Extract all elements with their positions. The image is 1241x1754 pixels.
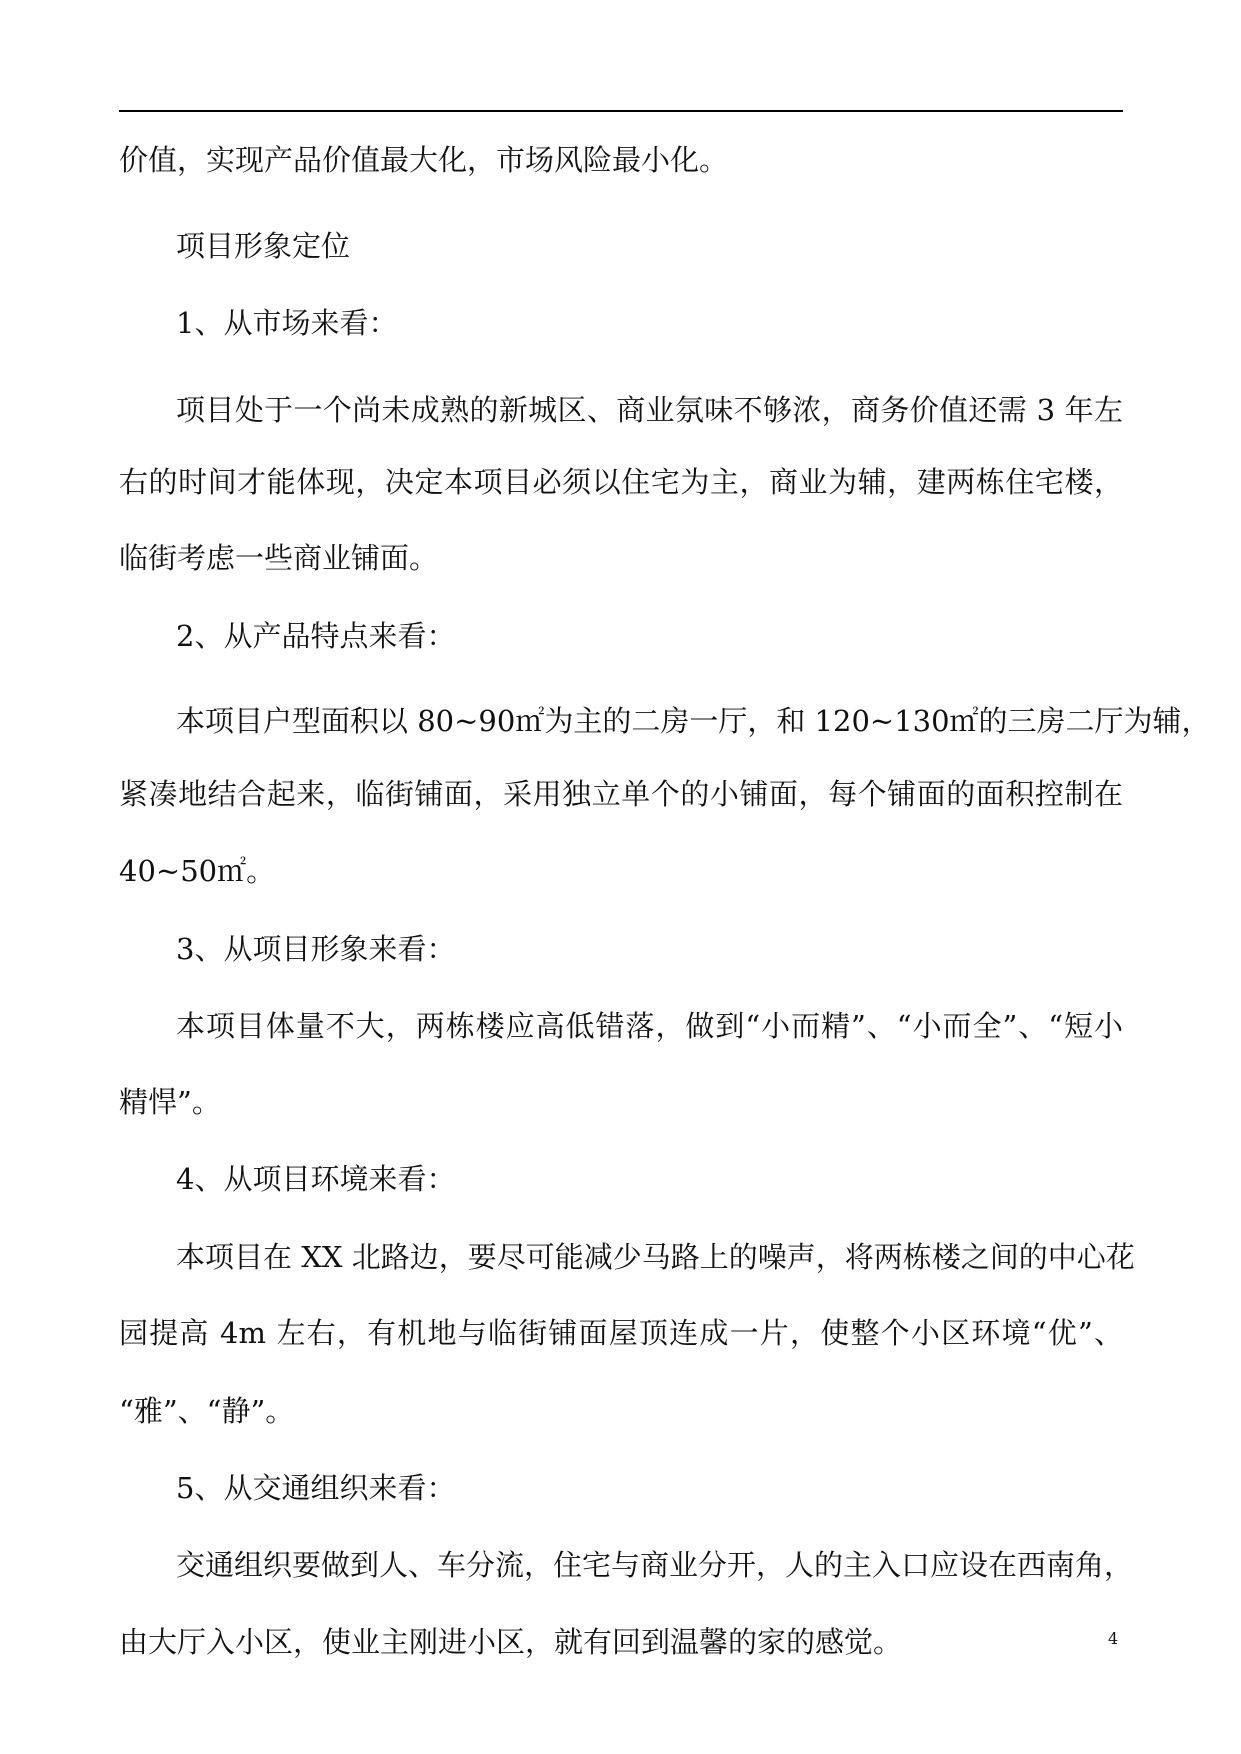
text-line: 临街考虑一些商业铺面。 (119, 541, 439, 575)
text-line: 价值，实现产品价值最大化，市场风险最小化。 (119, 143, 729, 177)
text-line: 40~50㎡。 (119, 854, 276, 888)
text-line: 精悍”。 (119, 1085, 221, 1119)
header-rule (119, 110, 1123, 112)
text-line: 紧凑地结合起来，临街铺面，采用独立单个的小铺面，每个铺面的面积控制在 (119, 777, 1123, 811)
text-line: 交通组织要做到人、车分流，住宅与商业分开，人的主入口应设在西南角， (176, 1548, 1134, 1582)
text-line: 由大厅入小区，使业主刚进小区，就有回到温馨的家的感觉。 (119, 1625, 903, 1659)
text-line: 园提高 4m 左右，有机地与临街铺面屋顶连成一片，使整个小区环境“优”、 (119, 1316, 1123, 1350)
subheading: 3、从项目形象来看： (176, 932, 456, 966)
text-line: 右的时间才能体现，决定本项目必须以住宅为主，商业为辅，建两栋住宅楼， (119, 465, 1123, 499)
subheading: 5、从交通组织来看： (176, 1471, 456, 1505)
page-number: 4 (1108, 1629, 1119, 1648)
section-heading: 项目形象定位 (176, 229, 351, 263)
subheading: 4、从项目环境来看： (176, 1162, 456, 1196)
text-line: 项目处于一个尚未成熟的新城区、商业氛味不够浓，商务价值还需 3 年左 (176, 393, 1123, 427)
text-line: 本项目在 XX 北路边，要尽可能减少马路上的噪声，将两栋楼之间的中心花 (176, 1240, 1135, 1274)
subheading: 2、从产品特点来看： (176, 619, 456, 653)
text-line: 本项目体量不大，两栋楼应高低错落，做到“小而精”、“小而全”、“短小 (176, 1009, 1123, 1043)
subheading: 1、从市场来看： (176, 306, 398, 340)
text-line: “雅”、“静”。 (119, 1394, 295, 1428)
text-line: 本项目户型面积以 80~90㎡为主的二房一厅，和 120~130㎡的三房二厅为辅， (176, 704, 1211, 738)
